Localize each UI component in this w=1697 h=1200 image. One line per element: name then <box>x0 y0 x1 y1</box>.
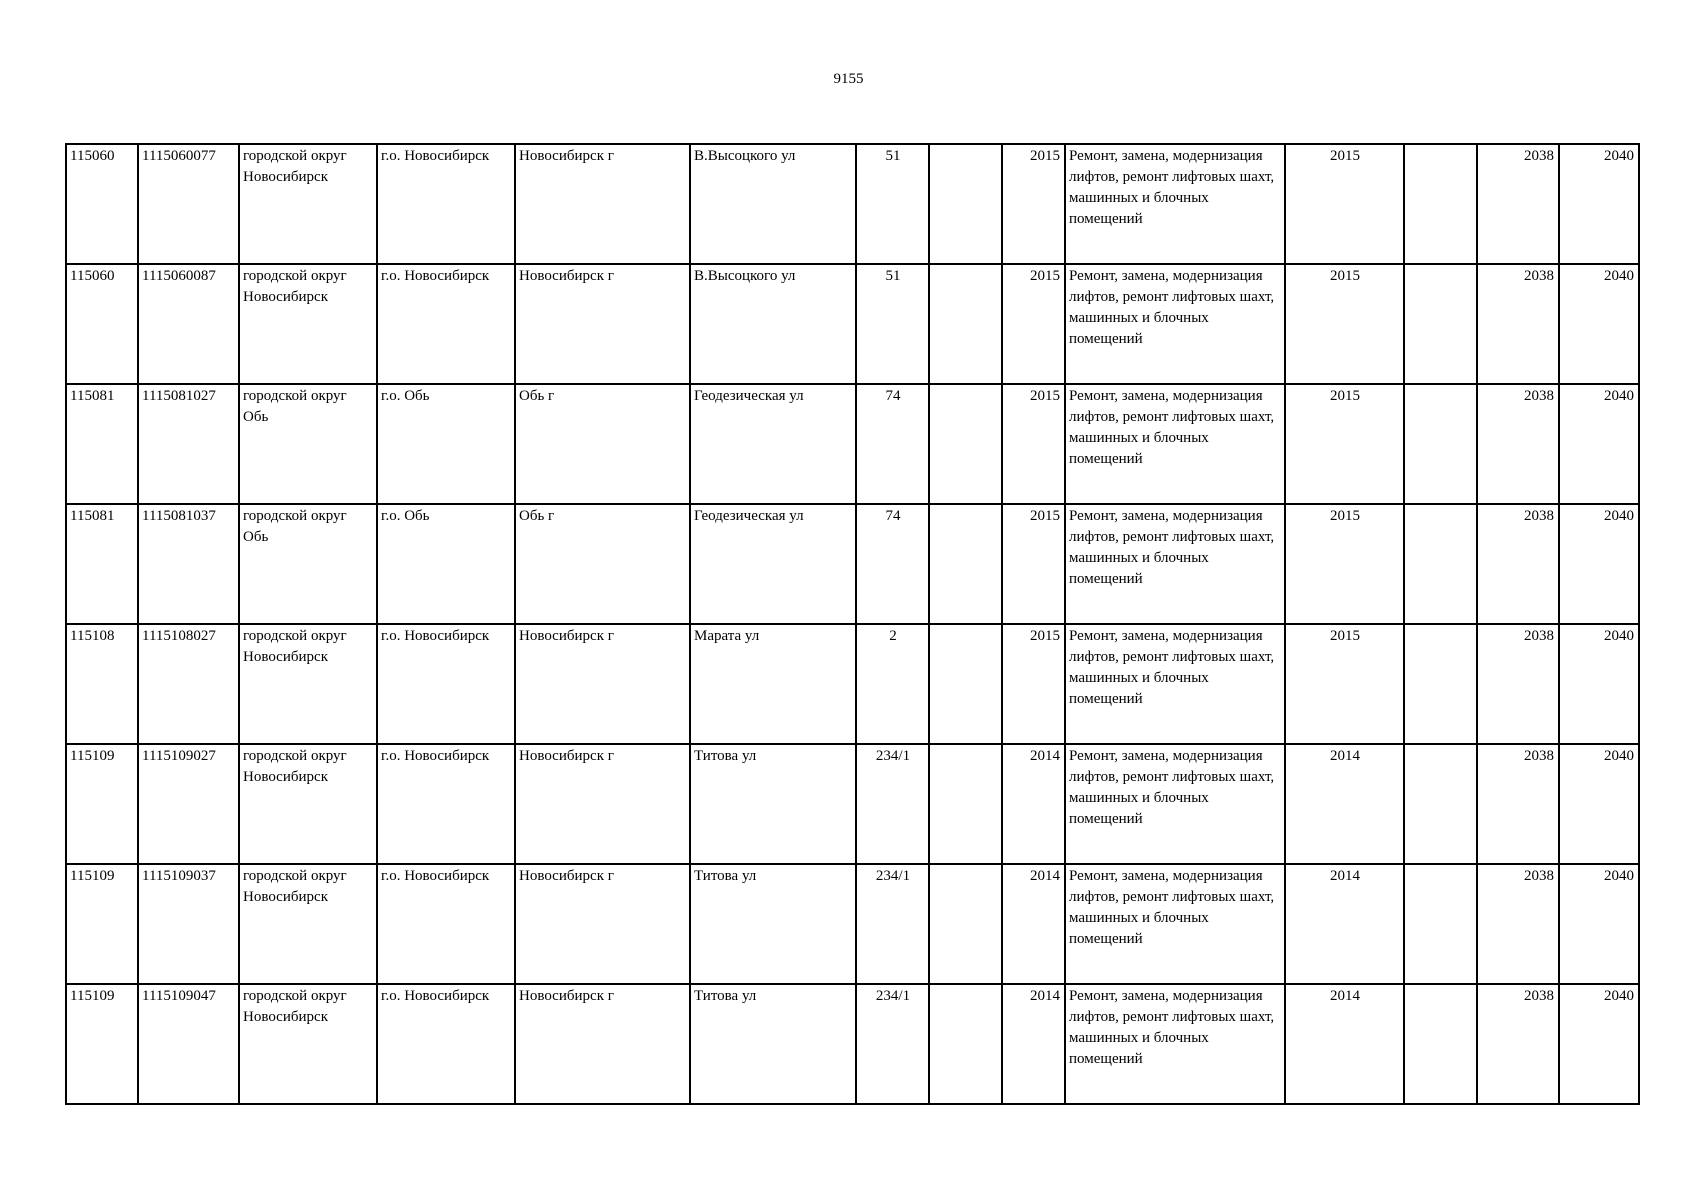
table-row <box>66 624 1639 744</box>
cell-start-year: 2038 <box>1477 384 1559 504</box>
table-row <box>66 384 1639 504</box>
cell-district: городской округ Новосибирск <box>239 264 377 384</box>
cell-end-year: 2040 <box>1559 504 1639 624</box>
cell-extra <box>1404 864 1477 984</box>
cell-end-year: 2040 <box>1559 744 1639 864</box>
cell-id: 1115060077 <box>138 144 239 264</box>
cell-street: Геодезическая ул <box>690 504 856 624</box>
cell-start-year: 2038 <box>1477 744 1559 864</box>
cell-code: 115109 <box>66 744 138 864</box>
cell-work-type: Ремонт, замена, модернизация лифтов, ремонт лифтовых шахт, машинных и блочных помещений <box>1065 864 1285 984</box>
cell-start-year: 2038 <box>1477 264 1559 384</box>
cell-code: 115060 <box>66 264 138 384</box>
cell-year-built: 2014 <box>1002 864 1065 984</box>
cell-building <box>929 624 1002 744</box>
cell-street: Титова ул <box>690 984 856 1104</box>
cell-building <box>929 264 1002 384</box>
cell-work-type: Ремонт, замена, модернизация лифтов, ремонт лифтовых шахт, машинных и блочных помещений <box>1065 744 1285 864</box>
page-number: 9155 <box>833 71 864 87</box>
cell-street: В.Высоцкого ул <box>690 144 856 264</box>
cell-start-year: 2038 <box>1477 144 1559 264</box>
cell-work-type: Ремонт, замена, модернизация лифтов, ремонт лифтовых шахт, машинных и блочных помещений <box>1065 624 1285 744</box>
cell-settlement: Обь г <box>515 504 690 624</box>
cell-end-year: 2040 <box>1559 384 1639 504</box>
cell-id: 1115081037 <box>138 504 239 624</box>
cell-work-type: Ремонт, замена, модернизация лифтов, ремонт лифтовых шахт, машинных и блочных помещений <box>1065 384 1285 504</box>
cell-street: Титова ул <box>690 864 856 984</box>
table-row <box>66 144 1639 264</box>
cell-year-built: 2014 <box>1002 984 1065 1104</box>
cell-extra <box>1404 624 1477 744</box>
cell-extra <box>1404 144 1477 264</box>
cell-end-year: 2040 <box>1559 864 1639 984</box>
cell-municipality: г.о. Обь <box>377 504 515 624</box>
cell-start-year: 2038 <box>1477 624 1559 744</box>
cell-id: 1115108027 <box>138 624 239 744</box>
cell-code: 115109 <box>66 864 138 984</box>
cell-street: Геодезическая ул <box>690 384 856 504</box>
cell-id: 1115109027 <box>138 744 239 864</box>
cell-district: городской округ Новосибирск <box>239 984 377 1104</box>
cell-year-built: 2014 <box>1002 744 1065 864</box>
cell-municipality: г.о. Новосибирск <box>377 264 515 384</box>
cell-year: 2015 <box>1285 624 1404 744</box>
cell-street: Титова ул <box>690 744 856 864</box>
cell-building <box>929 984 1002 1104</box>
cell-building <box>929 144 1002 264</box>
cell-street: Марата ул <box>690 624 856 744</box>
cell-settlement: Новосибирск г <box>515 984 690 1104</box>
cell-work-type: Ремонт, замена, модернизация лифтов, ремонт лифтовых шахт, машинных и блочных помещений <box>1065 504 1285 624</box>
cell-district: городской округ Новосибирск <box>239 624 377 744</box>
cell-municipality: г.о. Новосибирск <box>377 744 515 864</box>
cell-building <box>929 864 1002 984</box>
cell-house: 234/1 <box>856 864 929 984</box>
cell-id: 1115109047 <box>138 984 239 1104</box>
cell-year: 2014 <box>1285 984 1404 1104</box>
cell-end-year: 2040 <box>1559 624 1639 744</box>
table-row <box>66 504 1639 624</box>
cell-code: 115081 <box>66 504 138 624</box>
cell-year: 2014 <box>1285 744 1404 864</box>
cell-id: 1115109037 <box>138 864 239 984</box>
cell-work-type: Ремонт, замена, модернизация лифтов, ремонт лифтовых шахт, машинных и блочных помещений <box>1065 264 1285 384</box>
registry-table <box>65 143 1640 1105</box>
cell-building <box>929 384 1002 504</box>
cell-house: 51 <box>856 264 929 384</box>
cell-district: городской округ Новосибирск <box>239 744 377 864</box>
cell-start-year: 2038 <box>1477 864 1559 984</box>
cell-year-built: 2015 <box>1002 144 1065 264</box>
cell-settlement: Новосибирск г <box>515 624 690 744</box>
cell-year-built: 2015 <box>1002 264 1065 384</box>
cell-municipality: г.о. Обь <box>377 384 515 504</box>
cell-code: 115108 <box>66 624 138 744</box>
cell-extra <box>1404 384 1477 504</box>
cell-code: 115109 <box>66 984 138 1104</box>
cell-house: 234/1 <box>856 984 929 1104</box>
cell-extra <box>1404 984 1477 1104</box>
cell-end-year: 2040 <box>1559 264 1639 384</box>
cell-end-year: 2040 <box>1559 984 1639 1104</box>
cell-house: 74 <box>856 384 929 504</box>
cell-settlement: Новосибирск г <box>515 864 690 984</box>
cell-street: В.Высоцкого ул <box>690 264 856 384</box>
cell-work-type: Ремонт, замена, модернизация лифтов, ремонт лифтовых шахт, машинных и блочных помещений <box>1065 144 1285 264</box>
cell-district: городской округ Новосибирск <box>239 864 377 984</box>
cell-start-year: 2038 <box>1477 504 1559 624</box>
cell-year-built: 2015 <box>1002 384 1065 504</box>
cell-id: 1115060087 <box>138 264 239 384</box>
cell-municipality: г.о. Новосибирск <box>377 984 515 1104</box>
cell-municipality: г.о. Новосибирск <box>377 144 515 264</box>
cell-extra <box>1404 504 1477 624</box>
cell-extra <box>1404 744 1477 864</box>
cell-year: 2015 <box>1285 384 1404 504</box>
cell-work-type: Ремонт, замена, модернизация лифтов, ремонт лифтовых шахт, машинных и блочных помещений <box>1065 984 1285 1104</box>
cell-code: 115081 <box>66 384 138 504</box>
cell-house: 2 <box>856 624 929 744</box>
cell-house: 74 <box>856 504 929 624</box>
cell-year-built: 2015 <box>1002 624 1065 744</box>
cell-building <box>929 504 1002 624</box>
cell-extra <box>1404 264 1477 384</box>
table-row <box>66 744 1639 864</box>
cell-house: 234/1 <box>856 744 929 864</box>
cell-year: 2014 <box>1285 864 1404 984</box>
cell-municipality: г.о. Новосибирск <box>377 624 515 744</box>
cell-settlement: Новосибирск г <box>515 144 690 264</box>
cell-id: 1115081027 <box>138 384 239 504</box>
cell-year: 2015 <box>1285 504 1404 624</box>
cell-settlement: Обь г <box>515 384 690 504</box>
cell-building <box>929 744 1002 864</box>
cell-district: городской округ Обь <box>239 384 377 504</box>
cell-start-year: 2038 <box>1477 984 1559 1104</box>
cell-year-built: 2015 <box>1002 504 1065 624</box>
cell-district: городской округ Обь <box>239 504 377 624</box>
cell-code: 115060 <box>66 144 138 264</box>
cell-house: 51 <box>856 144 929 264</box>
cell-end-year: 2040 <box>1559 144 1639 264</box>
cell-settlement: Новосибирск г <box>515 744 690 864</box>
table-row <box>66 864 1639 984</box>
cell-settlement: Новосибирск г <box>515 264 690 384</box>
cell-district: городской округ Новосибирск <box>239 144 377 264</box>
table-row <box>66 264 1639 384</box>
cell-year: 2015 <box>1285 264 1404 384</box>
cell-municipality: г.о. Новосибирск <box>377 864 515 984</box>
cell-year: 2015 <box>1285 144 1404 264</box>
table-row <box>66 984 1639 1104</box>
